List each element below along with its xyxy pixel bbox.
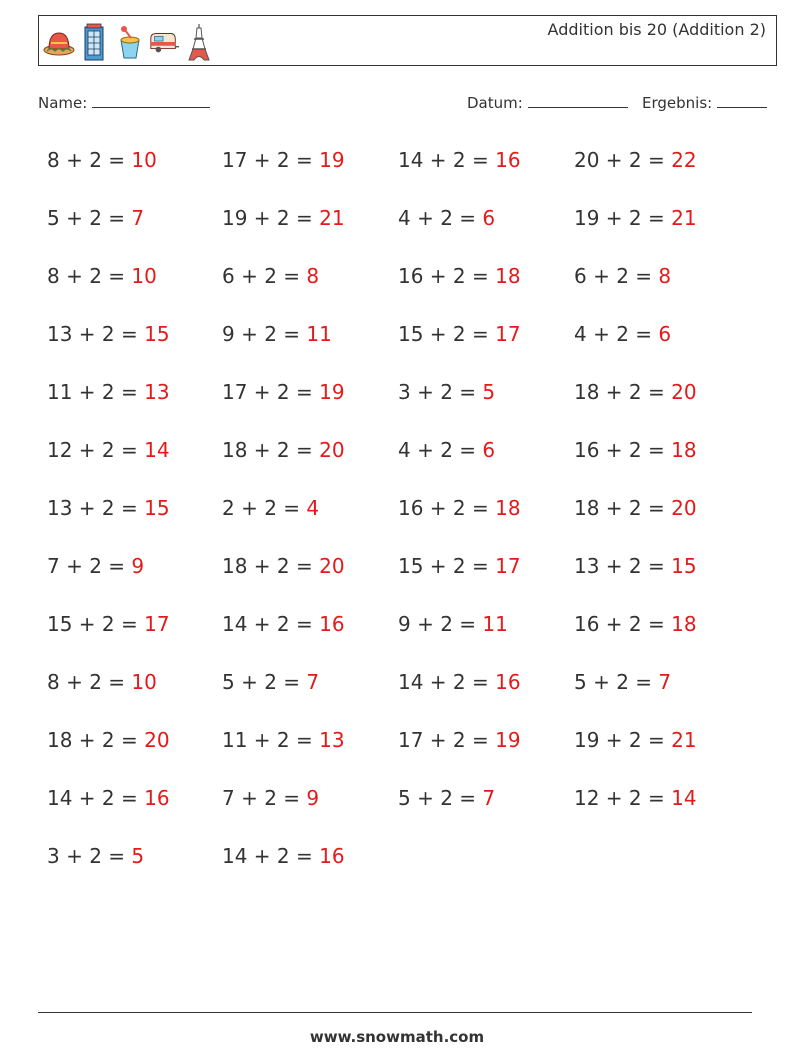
score-label: Ergebnis:: [642, 94, 713, 112]
problem-answer: 7: [658, 670, 672, 694]
problem-answer: 14: [144, 438, 170, 462]
problem-answer: 18: [495, 264, 521, 288]
problem-answer: 15: [144, 496, 170, 520]
problem-answer: 7: [306, 670, 320, 694]
problem-answer: 16: [319, 612, 345, 636]
problem-expression: 17 + 2 =: [222, 148, 320, 172]
problem-answer: 21: [671, 206, 697, 230]
problem-item: [47, 554, 144, 578]
problem-answer: 19: [319, 148, 345, 172]
problem-answer: 20: [319, 438, 345, 462]
problem-item: [398, 322, 521, 346]
problem-item: [47, 612, 170, 636]
problem-expression: 14 + 2 =: [398, 670, 496, 694]
problem-answer: 18: [671, 438, 697, 462]
problem-item: [47, 670, 157, 694]
problem-answer: 8: [306, 264, 320, 288]
problem-expression: 17 + 2 =: [398, 728, 496, 752]
problem-expression: 4 + 2 =: [574, 322, 659, 346]
problem-item: [574, 786, 697, 810]
problem-expression: 19 + 2 =: [574, 728, 672, 752]
problem-item: [398, 728, 521, 752]
problem-answer: 18: [671, 612, 697, 636]
problem-answer: 15: [144, 322, 170, 346]
problem-answer: 9: [306, 786, 320, 810]
problem-expression: 6 + 2 =: [222, 264, 307, 288]
problem-answer: 17: [495, 554, 521, 578]
problem-expression: 15 + 2 =: [398, 554, 496, 578]
problem-item: [574, 322, 671, 346]
problem-expression: 16 + 2 =: [398, 496, 496, 520]
problem-expression: 4 + 2 =: [398, 206, 483, 230]
problem-answer: 19: [495, 728, 521, 752]
problem-expression: 5 + 2 =: [47, 206, 132, 230]
problem-answer: 16: [144, 786, 170, 810]
problem-answer: 13: [319, 728, 345, 752]
problem-expression: 12 + 2 =: [47, 438, 145, 462]
problem-expression: 6 + 2 =: [574, 264, 659, 288]
problem-answer: 5: [482, 380, 496, 404]
problem-item: [47, 844, 144, 868]
problem-item: [574, 612, 697, 636]
problem-expression: 7 + 2 =: [47, 554, 132, 578]
problem-expression: 2 + 2 =: [222, 496, 307, 520]
problem-item: [398, 786, 495, 810]
problem-answer: 19: [319, 380, 345, 404]
problem-answer: 6: [482, 206, 496, 230]
problem-item: [574, 148, 697, 172]
problem-expression: 13 + 2 =: [47, 322, 145, 346]
problem-item: [574, 380, 697, 404]
problem-answer: 16: [319, 844, 345, 868]
problem-answer: 4: [306, 496, 320, 520]
problem-item: [222, 844, 345, 868]
problem-item: [47, 206, 144, 230]
problem-expression: 19 + 2 =: [574, 206, 672, 230]
problem-answer: 10: [131, 148, 157, 172]
problem-expression: 18 + 2 =: [574, 496, 672, 520]
problem-expression: 13 + 2 =: [47, 496, 145, 520]
problem-expression: 17 + 2 =: [222, 380, 320, 404]
problem-item: [222, 264, 319, 288]
problem-answer: 11: [306, 322, 332, 346]
problem-expression: 16 + 2 =: [398, 264, 496, 288]
problem-item: [574, 206, 697, 230]
problem-expression: 3 + 2 =: [47, 844, 132, 868]
problem-expression: 18 + 2 =: [574, 380, 672, 404]
problem-item: [398, 148, 521, 172]
problem-expression: 13 + 2 =: [574, 554, 672, 578]
problem-answer: 17: [495, 322, 521, 346]
problem-item: [574, 438, 697, 462]
problem-expression: 5 + 2 =: [222, 670, 307, 694]
problem-item: [398, 206, 495, 230]
problem-answer: 20: [319, 554, 345, 578]
problem-expression: 18 + 2 =: [222, 554, 320, 578]
problem-answer: 7: [131, 206, 145, 230]
problem-expression: 16 + 2 =: [574, 438, 672, 462]
problem-item: [398, 670, 521, 694]
problem-expression: 19 + 2 =: [222, 206, 320, 230]
problem-item: [574, 264, 671, 288]
problem-expression: 11 + 2 =: [47, 380, 145, 404]
problem-answer: 14: [671, 786, 697, 810]
problem-item: [222, 380, 345, 404]
problem-expression: 8 + 2 =: [47, 670, 132, 694]
problem-answer: 18: [495, 496, 521, 520]
problem-expression: 11 + 2 =: [222, 728, 320, 752]
problem-expression: 14 + 2 =: [47, 786, 145, 810]
problem-expression: 18 + 2 =: [47, 728, 145, 752]
problem-item: [574, 496, 697, 520]
problem-answer: 6: [482, 438, 496, 462]
problem-item: [574, 554, 697, 578]
problem-expression: 15 + 2 =: [47, 612, 145, 636]
problem-item: [398, 612, 508, 636]
problem-answer: 10: [131, 670, 157, 694]
problem-item: [47, 380, 170, 404]
problem-answer: 21: [319, 206, 345, 230]
problem-item: [47, 438, 170, 462]
problem-answer: 20: [671, 380, 697, 404]
problem-answer: 20: [144, 728, 170, 752]
problem-item: [398, 438, 495, 462]
problem-expression: 8 + 2 =: [47, 264, 132, 288]
problem-item: [222, 554, 345, 578]
problem-item: [47, 148, 157, 172]
problem-item: [398, 496, 521, 520]
problem-item: [222, 612, 345, 636]
problem-expression: 18 + 2 =: [222, 438, 320, 462]
problem-item: [222, 728, 345, 752]
problem-item: [222, 322, 332, 346]
problem-answer: 21: [671, 728, 697, 752]
problem-answer: 16: [495, 670, 521, 694]
problem-answer: 20: [671, 496, 697, 520]
problem-answer: 7: [482, 786, 496, 810]
problem-answer: 17: [144, 612, 170, 636]
problem-answer: 13: [144, 380, 170, 404]
problem-answer: 16: [495, 148, 521, 172]
problem-expression: 14 + 2 =: [398, 148, 496, 172]
problem-expression: 5 + 2 =: [574, 670, 659, 694]
problem-item: [222, 206, 345, 230]
problem-expression: 20 + 2 =: [574, 148, 672, 172]
footer-url: www.snowmath.com: [309, 1028, 485, 1046]
problem-answer: 15: [671, 554, 697, 578]
problem-item: [398, 264, 521, 288]
problem-item: [398, 380, 495, 404]
problem-expression: 12 + 2 =: [574, 786, 672, 810]
problem-item: [574, 728, 697, 752]
problem-item: [222, 786, 319, 810]
problem-expression: 15 + 2 =: [398, 322, 496, 346]
problem-expression: 3 + 2 =: [398, 380, 483, 404]
problem-expression: 8 + 2 =: [47, 148, 132, 172]
problem-expression: 9 + 2 =: [222, 322, 307, 346]
worksheet-title: Addition bis 20 (Addition 2): [547, 20, 766, 39]
problem-item: [574, 670, 671, 694]
name-label: Name:: [38, 94, 88, 112]
problem-expression: 4 + 2 =: [398, 438, 483, 462]
problem-answer: 8: [658, 264, 672, 288]
problem-answer: 6: [658, 322, 672, 346]
problem-item: [222, 438, 345, 462]
problem-expression: 14 + 2 =: [222, 844, 320, 868]
problem-item: [222, 496, 319, 520]
problem-item: [47, 496, 170, 520]
problem-item: [222, 670, 319, 694]
problem-answer: 22: [671, 148, 697, 172]
footer-divider: [38, 1012, 752, 1013]
problem-item: [47, 264, 157, 288]
problem-item: [222, 148, 345, 172]
problem-answer: 10: [131, 264, 157, 288]
problem-item: [47, 728, 170, 752]
problem-item: [47, 786, 170, 810]
problem-answer: 9: [131, 554, 145, 578]
problem-item: [47, 322, 170, 346]
problem-expression: 16 + 2 =: [574, 612, 672, 636]
problem-expression: 9 + 2 =: [398, 612, 483, 636]
problem-expression: 5 + 2 =: [398, 786, 483, 810]
problem-answer: 11: [482, 612, 508, 636]
problem-answer: 5: [131, 844, 145, 868]
problem-item: [398, 554, 521, 578]
problem-expression: 7 + 2 =: [222, 786, 307, 810]
problem-expression: 14 + 2 =: [222, 612, 320, 636]
date-label: Datum:: [467, 94, 523, 112]
